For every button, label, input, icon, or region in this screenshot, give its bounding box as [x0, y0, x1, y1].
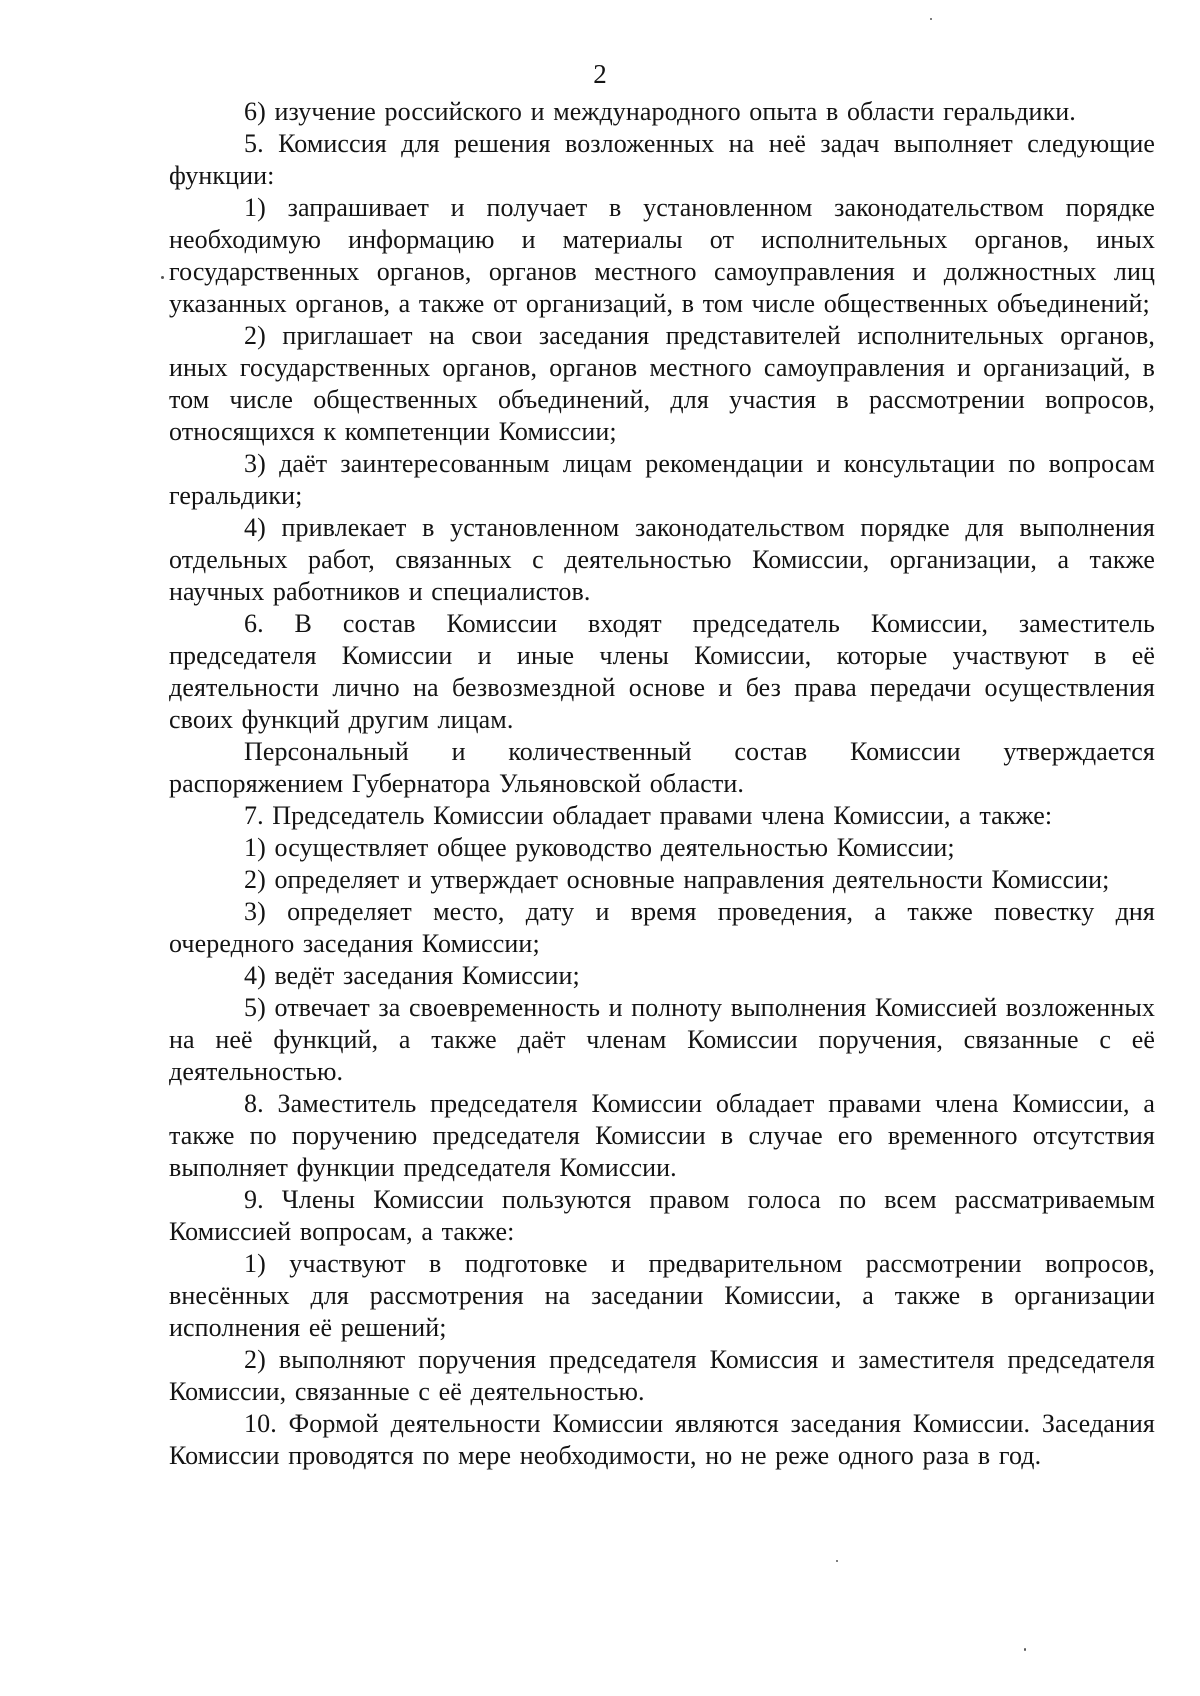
- paragraph: 1) запрашивает и получает в установленном законодательством порядке необходимую информацию и материалы от исполнительных органов, иных государственных органов, органов местного самоуправления и должностных лиц указанных органов, а также от организаций, в том числе общественных объединений;: [169, 193, 1155, 318]
- paragraph: 5) отвечает за своевременность и полноту выполнения Комиссией возложенных на неё функций, а также даёт членам Комиссии поручения, связанные с её деятельностью.: [169, 993, 1155, 1086]
- paragraph: 4) ведёт заседания Комиссии;: [244, 961, 580, 990]
- scan-speck: [930, 18, 932, 20]
- scan-speck: [836, 1560, 838, 1562]
- paragraph: 3) определяет место, дату и время проведения, а также повестку дня очередного заседания Комиссии;: [169, 897, 1155, 958]
- page-number: 2: [593, 59, 607, 89]
- paragraph: 8. Заместитель председателя Комиссии обладает правами члена Комиссии, а также по поручению председателя Комиссии в случае его временного отсутствия выполняет функции председателя Комиссии.: [169, 1089, 1155, 1182]
- paragraph: 1) осуществляет общее руководство деятельностью Комиссии;: [244, 833, 955, 862]
- paragraph: 6) изучение российского и международного опыта в области геральдики.: [244, 97, 1076, 126]
- paragraph: 2) приглашает на свои заседания представителей исполнительных органов, иных государственных органов, органов местного самоуправления и организаций, в том числе общественных объединений, для участия в рассмотрении вопросов, относящихся к компетенции Комиссии;: [169, 321, 1155, 446]
- document-body: [169, 96, 1155, 1472]
- paragraph: 3) даёт заинтересованным лицам рекомендации и консультации по вопросам геральдики;: [169, 449, 1155, 510]
- paragraph: 2) выполняют поручения председателя Комиссия и заместителя председателя Комиссии, связанные с её деятельностью.: [169, 1345, 1155, 1406]
- paragraph: 5. Комиссия для решения возложенных на неё задач выполняет следующие функции:: [169, 129, 1155, 190]
- paragraph: 7. Председатель Комиссии обладает правами члена Комиссии, а также:: [244, 801, 1053, 830]
- paragraph: 9. Члены Комиссии пользуются правом голоса по всем рассматриваемым Комиссией вопросам, а также:: [169, 1185, 1155, 1246]
- paragraph: 10. Формой деятельности Комиссии являются заседания Комиссии. Заседания Комиссии проводятся по мере необходимости, но не реже одного раза в год.: [169, 1409, 1155, 1470]
- paragraph: 2) определяет и утверждает основные направления деятельности Комиссии;: [244, 865, 1110, 894]
- paragraph: 4) привлекает в установленном законодательством порядке для выполнения отдельных работ, связанных с деятельностью Комиссии, организации, а также научных работников и специалистов.: [169, 513, 1155, 606]
- paragraph: 6. В состав Комиссии входят председатель Комиссии, заместитель председателя Комиссии и иные члены Комиссии, которые участвуют в её деятельности лично на безвозмездной основе и без права передачи осуществления своих функций другим лицам.: [169, 609, 1155, 734]
- scan-speck: [161, 276, 164, 279]
- scan-speck: [1024, 1648, 1026, 1651]
- paragraph: Персональный и количественный состав Комиссии утверждается распоряжением Губернатора Ульяновской области.: [169, 737, 1155, 798]
- paragraph: 1) участвуют в подготовке и предварительном рассмотрении вопросов, внесённых для рассмотрения на заседании Комиссии, а также в организации исполнения её решений;: [169, 1249, 1155, 1342]
